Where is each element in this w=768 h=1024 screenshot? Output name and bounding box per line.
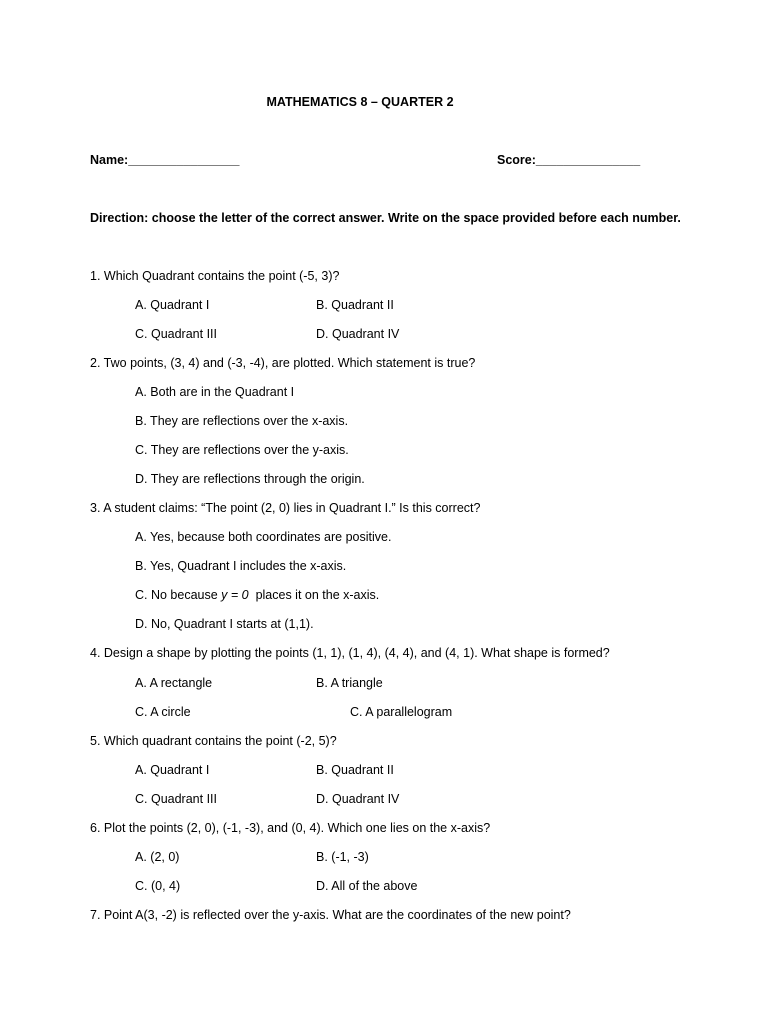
question-7: 7. Point A(3, -2) is reflected over the y-axis. What are the coordinates of the new point?	[90, 908, 571, 922]
question-5: 5. Which quadrant contains the point (-2, 5)?	[90, 734, 337, 748]
q1-choice-a: A. Quadrant I	[135, 298, 210, 312]
q6-choice-d: D. All of the above	[316, 879, 418, 893]
q3-choice-c-tail: places it on the x-axis.	[248, 588, 380, 602]
q2-choice-b: B. They are reflections over the x-axis.	[135, 414, 349, 428]
question-3: 3. A student claims: “The point (2, 0) lies in Quadrant I.” Is this correct?	[90, 501, 481, 515]
q5-choice-c: C. Quadrant III	[135, 792, 217, 806]
q3-choice-c-variable: y = 0	[221, 588, 249, 602]
question-2: 2. Two points, (3, 4) and (-3, -4), are plotted. Which statement is true?	[90, 356, 476, 370]
question-4: 4. Design a shape by plotting the points (1, 1), (1, 4), (4, 4), and (4, 1). What shape is formed?	[90, 646, 610, 660]
page-title: MATHEMATICS 8 – QUARTER 2	[266, 95, 454, 109]
name-field-label: Name:________________	[90, 153, 240, 167]
q4-choice-c: C. A circle	[135, 705, 191, 719]
q2-choice-c: C. They are reflections over the y-axis.	[135, 443, 349, 457]
q6-choice-b: B. (-1, -3)	[316, 850, 369, 864]
q4-choice-d: C. A parallelogram	[350, 705, 453, 719]
q3-choice-d: D. No, Quadrant I starts at (1,1).	[135, 617, 314, 631]
q6-choice-c: C. (0, 4)	[135, 879, 181, 893]
q3-choice-b: B. Yes, Quadrant I includes the x-axis.	[135, 559, 347, 573]
q6-choice-a: A. (2, 0)	[135, 850, 180, 864]
q2-choice-a: A. Both are in the Quadrant I	[135, 385, 295, 399]
q1-choice-c: C. Quadrant III	[135, 327, 217, 341]
q5-choice-b: B. Quadrant II	[316, 763, 394, 777]
q5-choice-d: D. Quadrant IV	[316, 792, 400, 806]
question-1: 1. Which Quadrant contains the point (-5, 3)?	[90, 269, 340, 283]
q3-choice-c-lead: C. No because	[135, 588, 222, 602]
q1-choice-b: B. Quadrant II	[316, 298, 394, 312]
q1-choice-d: D. Quadrant IV	[316, 327, 400, 341]
q5-choice-a: A. Quadrant I	[135, 763, 210, 777]
q4-choice-b: B. A triangle	[316, 676, 383, 690]
question-6: 6. Plot the points (2, 0), (-1, -3), and (0, 4). Which one lies on the x-axis?	[90, 821, 491, 835]
score-field-label: Score:_______________	[497, 153, 641, 167]
q3-choice-c	[135, 588, 379, 602]
q3-choice-a: A. Yes, because both coordinates are positive.	[135, 530, 392, 544]
q2-choice-d: D. They are reflections through the origin.	[135, 472, 365, 486]
directions-text: Direction: choose the letter of the correct answer. Write on the space provided before each number.	[90, 211, 681, 225]
q4-choice-a: A. A rectangle	[135, 676, 213, 690]
